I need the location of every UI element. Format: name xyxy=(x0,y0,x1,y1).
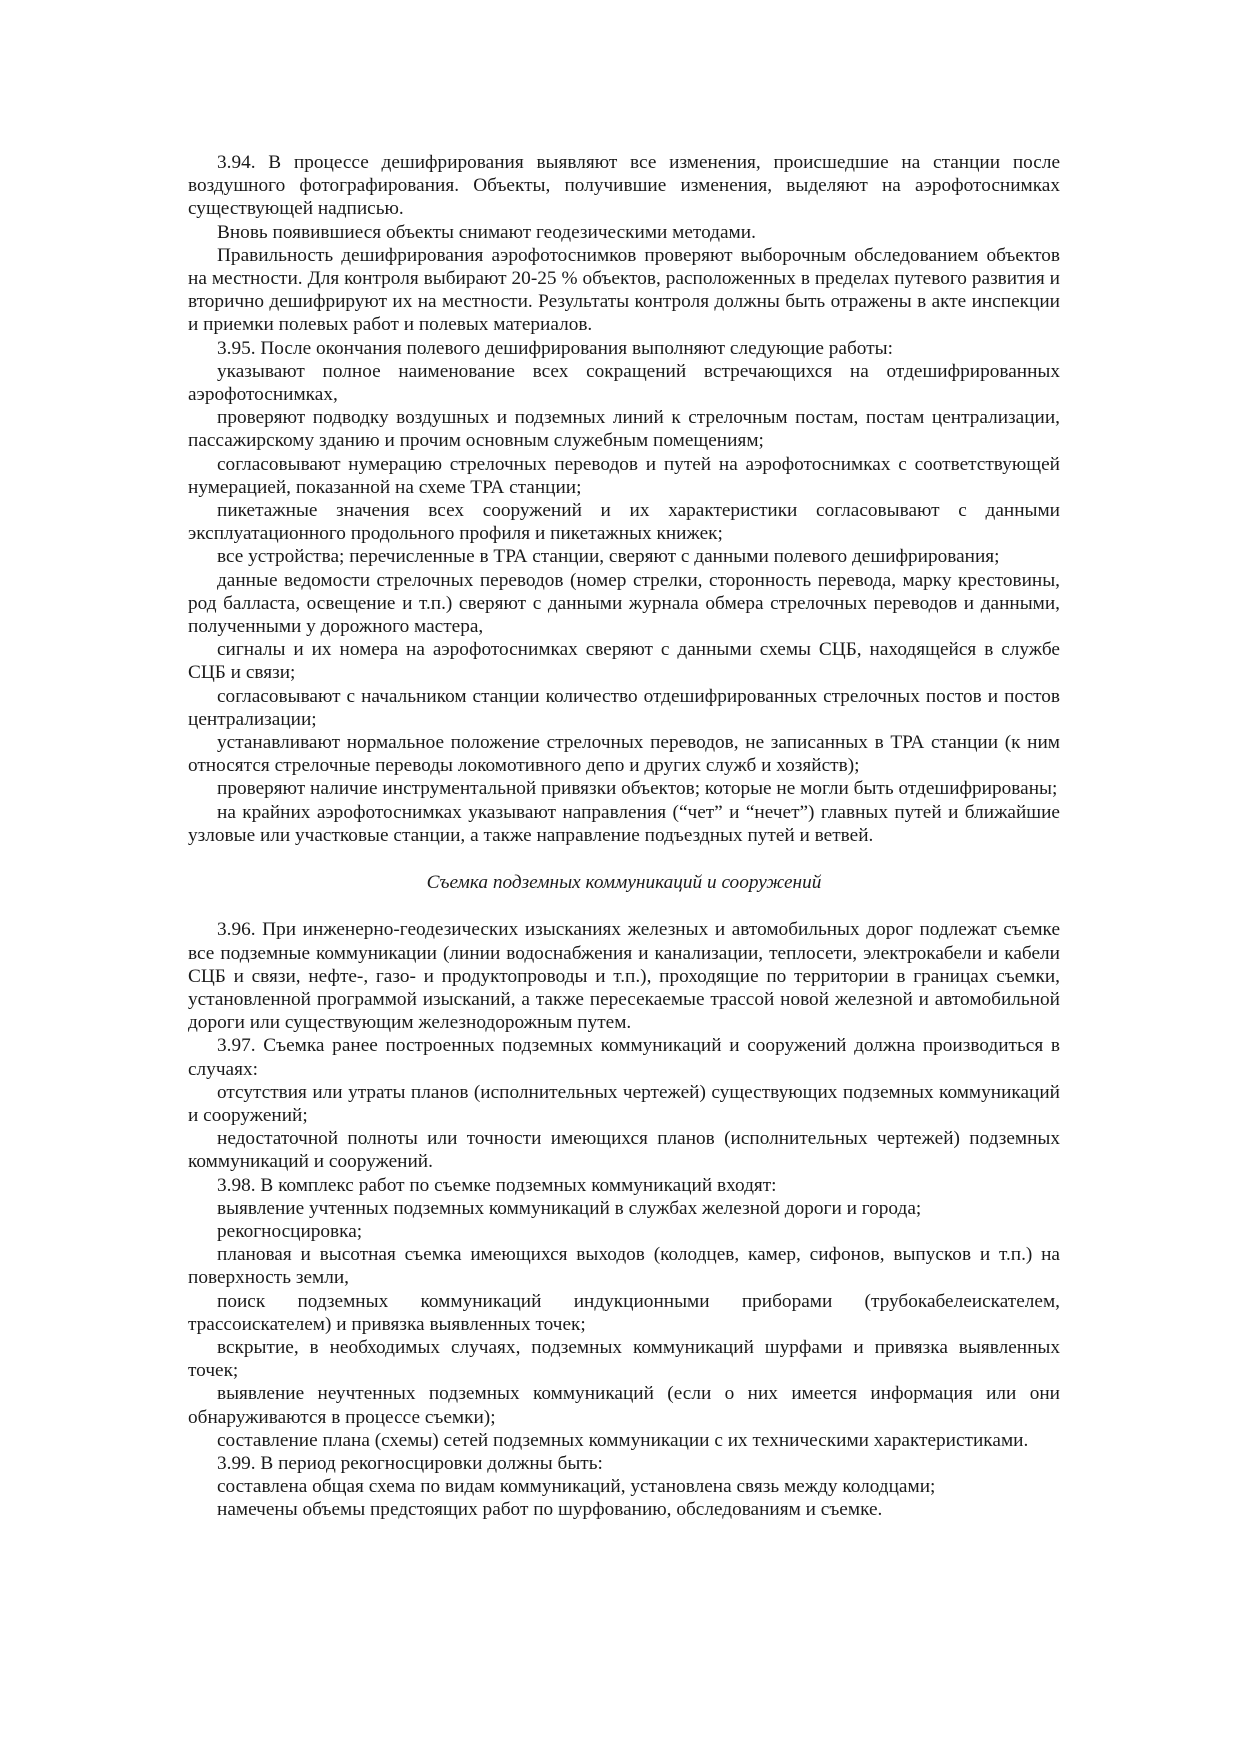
list-item: сигналы и их номера на аэрофотоснимках сверяют с данными схемы СЦБ, находящейся в службе СЦБ и связи; xyxy=(188,639,1060,684)
paragraph-3-95: 3.95. После окончания полевого дешифрирования выполняют следующие работы: xyxy=(217,337,893,359)
list-item: пикетажные значения всех сооружений и их характеристики согласовывают с данными эксплуатационного продольного профиля и пикетажных книжек; xyxy=(188,500,1060,545)
list-item: рекогносцировка; xyxy=(217,1220,363,1242)
list-item: согласовывают нумерацию стрелочных переводов и путей на аэрофотоснимках с соответствующей нумерацией, показанной на схеме ТРА станции; xyxy=(188,453,1060,498)
list-item: составлена общая схема по видам коммуникаций, установлена связь между колодцами; xyxy=(217,1476,936,1498)
paragraph-3-96: 3.96. При инженерно-геодезических изысканиях железных и автомобильных дорог подлежат съемке все подземные коммуникации (линии водоснабжения и канализации, теплосети, электрокабели и кабели СЦБ и связи, нефте-, газо- и продуктопроводы и т.п.), проходящие по территории в границах съемки, установленной программой изысканий, а также пересекаемые трассой новой железной и автомобильной дороги или существующим железнодорожным путем. xyxy=(188,919,1060,1034)
list-item: устанавливают нормальное положение стрелочных переводов, не записанных в ТРА станции (к ним относятся стрелочные переводы локомотивного депо и других служб и хозяйств); xyxy=(188,732,1060,777)
list-item: выявление учтенных подземных коммуникаций в службах железной дороги и города; xyxy=(217,1197,922,1219)
list-item: выявление неучтенных подземных коммуникаций (если о них имеется информация или они обнаруживаются в процессе съемки); xyxy=(188,1383,1060,1428)
paragraph: Правильность дешифрирования аэрофотоснимков проверяют выборочным обследованием объектов на местности. Для контроля выбирают 20-25 % объектов, расположенных в пределах путевого развития и вторично дешифрируют их на местности. Результаты контроля должны быть отражены в акте инспекции и приемки полевых работ и полевых материалов. xyxy=(188,244,1060,336)
list-item: на крайних аэрофотоснимках указывают направления (“чет” и “нечет”) главных путей и ближайшие узловые или участковые станции, а также направление подъездных путей и ветвей. xyxy=(188,801,1060,846)
list-item: проверяют наличие инструментальной привязки объектов; которые не могли быть отдешифрированы; xyxy=(217,778,1058,800)
paragraph: Вновь появившиеся объекты снимают геодезическими методами. xyxy=(217,221,756,243)
list-item: проверяют подводку воздушных и подземных линий к стрелочным постам, постам централизации, пассажирскому зданию и прочим основным служебным помещениям; xyxy=(188,407,1060,452)
paragraph-3-94: 3.94. В процессе дешифрирования выявляют все изменения, происшедшие на станции после воздушного фотографирования. Объекты, получившие изменения, выделяют на аэрофотоснимках существующей надписью. xyxy=(188,152,1060,220)
paragraph-3-99: 3.99. В период рекогносцировки должны быть: xyxy=(217,1452,603,1474)
paragraph-3-97: 3.97. Съемка ранее построенных подземных коммуникаций и сооружений должна производиться в случаях: xyxy=(188,1035,1060,1080)
list-item: все устройства; перечисленные в ТРА станции, сверяют с данными полевого дешифрирования; xyxy=(217,546,1000,568)
list-item: отсутствия или утраты планов (исполнительных чертежей) существующих подземных коммуникаций и сооружений; xyxy=(188,1081,1060,1126)
list-item: намечены объемы предстоящих работ по шурфованию, обследованиям и съемке. xyxy=(217,1499,883,1521)
section-heading: Съемка подземных коммуникаций и сооружений xyxy=(426,872,822,894)
list-item: составление плана (схемы) сетей подземных коммуникации с их техническими характеристиками. xyxy=(217,1429,1029,1451)
list-item: указывают полное наименование всех сокращений встречающихся на отдешифрированных аэрофотоснимках, xyxy=(188,360,1060,406)
paragraph-3-98: 3.98. В комплекс работ по съемке подземных коммуникаций входят: xyxy=(217,1174,777,1196)
list-item: поиск подземных коммуникаций индукционными приборами (трубокабелеискателем, трассоискателем) и привязка выявленных точек; xyxy=(188,1290,1060,1335)
document-page xyxy=(188,151,1060,1522)
list-item: недостаточной полноты или точности имеющихся планов (исполнительных чертежей) подземных коммуникаций и сооружений. xyxy=(188,1128,1060,1173)
list-item: вскрытие, в необходимых случаях, подземных коммуникаций шурфами и привязка выявленных точек; xyxy=(188,1336,1060,1382)
list-item: согласовывают с начальником станции количество отдешифрированных стрелочных постов и постов централизации; xyxy=(188,685,1060,730)
list-item: данные ведомости стрелочных переводов (номер стрелки, сторонность перевода, марку крестовины, род балласта, освещение и т.п.) сверяют с данными журнала обмера стрелочных переводов и данными, полученными у дорожного мастера, xyxy=(188,569,1060,638)
list-item: плановая и высотная съемка имеющихся выходов (колодцев, камер, сифонов, выпусков и т.п.) на поверхность земли, xyxy=(188,1244,1060,1289)
